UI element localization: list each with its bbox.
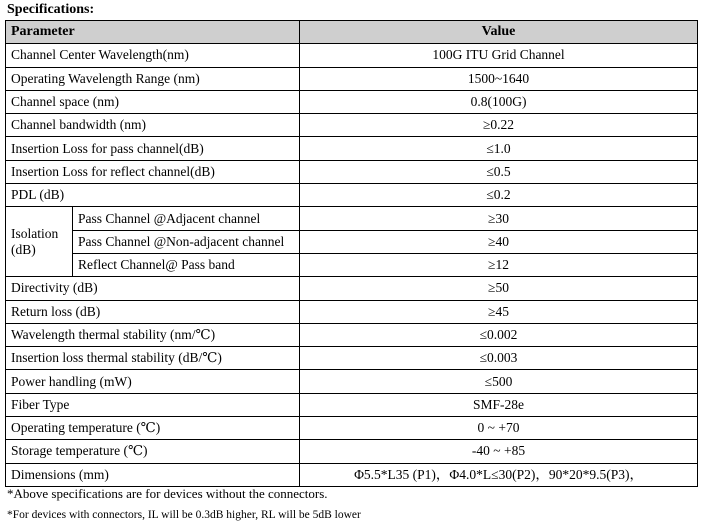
row-value: ≥12 <box>300 253 698 276</box>
table-row <box>6 44 698 67</box>
isolation-label: Isolation <box>11 225 59 241</box>
row-parameter: Pass Channel @Non-adjacent channel <box>73 230 300 253</box>
row-parameter: PDL (dB) <box>6 184 300 207</box>
specifications-heading: Specifications: <box>7 2 95 17</box>
table-row <box>6 393 698 416</box>
row-value: ≥30 <box>300 207 698 230</box>
table-row <box>6 370 698 393</box>
row-value: SMF-28e <box>300 393 698 416</box>
table-row <box>6 300 698 323</box>
row-parameter: Insertion loss thermal stability (dB/℃) <box>6 347 300 370</box>
header-value: Value <box>300 21 698 44</box>
row-parameter: Insertion Loss for reflect channel(dB) <box>6 160 300 183</box>
table-row <box>6 184 698 207</box>
table-row <box>6 90 698 113</box>
row-parameter: Operating Wavelength Range (nm) <box>6 67 300 90</box>
row-value: ≤0.002 <box>300 323 698 346</box>
row-parameter: Reflect Channel@ Pass band <box>73 253 300 276</box>
row-value: ≤0.2 <box>300 184 698 207</box>
row-value: Φ5.5*L35 (P1)，Φ4.0*L≤30(P2)，90*20*9.5(P3)， <box>300 463 698 486</box>
table-header-row <box>6 21 698 44</box>
row-value: 100G ITU Grid Channel <box>300 44 698 67</box>
table-row <box>6 347 698 370</box>
specifications-table <box>5 20 698 487</box>
row-value: ≥40 <box>300 230 698 253</box>
row-parameter: Insertion Loss for pass channel(dB) <box>6 137 300 160</box>
table-row <box>6 114 698 137</box>
row-parameter: Dimensions (mm) <box>6 463 300 486</box>
row-parameter: Channel space (nm) <box>6 90 300 113</box>
table-row <box>6 160 698 183</box>
row-parameter: Return loss (dB) <box>6 300 300 323</box>
table-row <box>6 440 698 463</box>
table-row <box>6 253 698 276</box>
row-parameter: Fiber Type <box>6 393 300 416</box>
row-parameter: Channel bandwidth (nm) <box>6 114 300 137</box>
row-value: -40 ~ +85 <box>300 440 698 463</box>
isolation-unit: (dB) <box>11 241 36 257</box>
table-row <box>6 207 698 230</box>
row-parameter: Wavelength thermal stability (nm/℃) <box>6 323 300 346</box>
row-value: ≤0.003 <box>300 347 698 370</box>
row-value: ≤1.0 <box>300 137 698 160</box>
row-parameter: Directivity (dB) <box>6 277 300 300</box>
table-row <box>6 230 698 253</box>
table-row <box>6 323 698 346</box>
table-row <box>6 463 698 486</box>
row-parameter: Storage temperature (℃) <box>6 440 300 463</box>
row-value: ≤500 <box>300 370 698 393</box>
row-parameter: Operating temperature (℃) <box>6 417 300 440</box>
row-value: 1500~1640 <box>300 67 698 90</box>
table-row <box>6 277 698 300</box>
row-parameter: Pass Channel @Adjacent channel <box>73 207 300 230</box>
row-value: 0.8(100G) <box>300 90 698 113</box>
table-row <box>6 137 698 160</box>
row-value: ≥45 <box>300 300 698 323</box>
row-parameter: Power handling (mW) <box>6 370 300 393</box>
table-row <box>6 67 698 90</box>
row-value: ≥50 <box>300 277 698 300</box>
row-value: ≥0.22 <box>300 114 698 137</box>
row-value: 0 ~ +70 <box>300 417 698 440</box>
isolation-group-label <box>6 207 73 277</box>
footnote-connectors: *Above specifications are for devices without the connectors. <box>7 486 328 501</box>
row-parameter: Channel Center Wavelength(nm) <box>6 44 300 67</box>
footnote-il-rl: *For devices with connectors, IL will be 0.3dB higher, RL will be 5dB lower <box>7 509 361 521</box>
row-value: ≤0.5 <box>300 160 698 183</box>
table-row <box>6 417 698 440</box>
header-parameter: Parameter <box>6 21 300 44</box>
